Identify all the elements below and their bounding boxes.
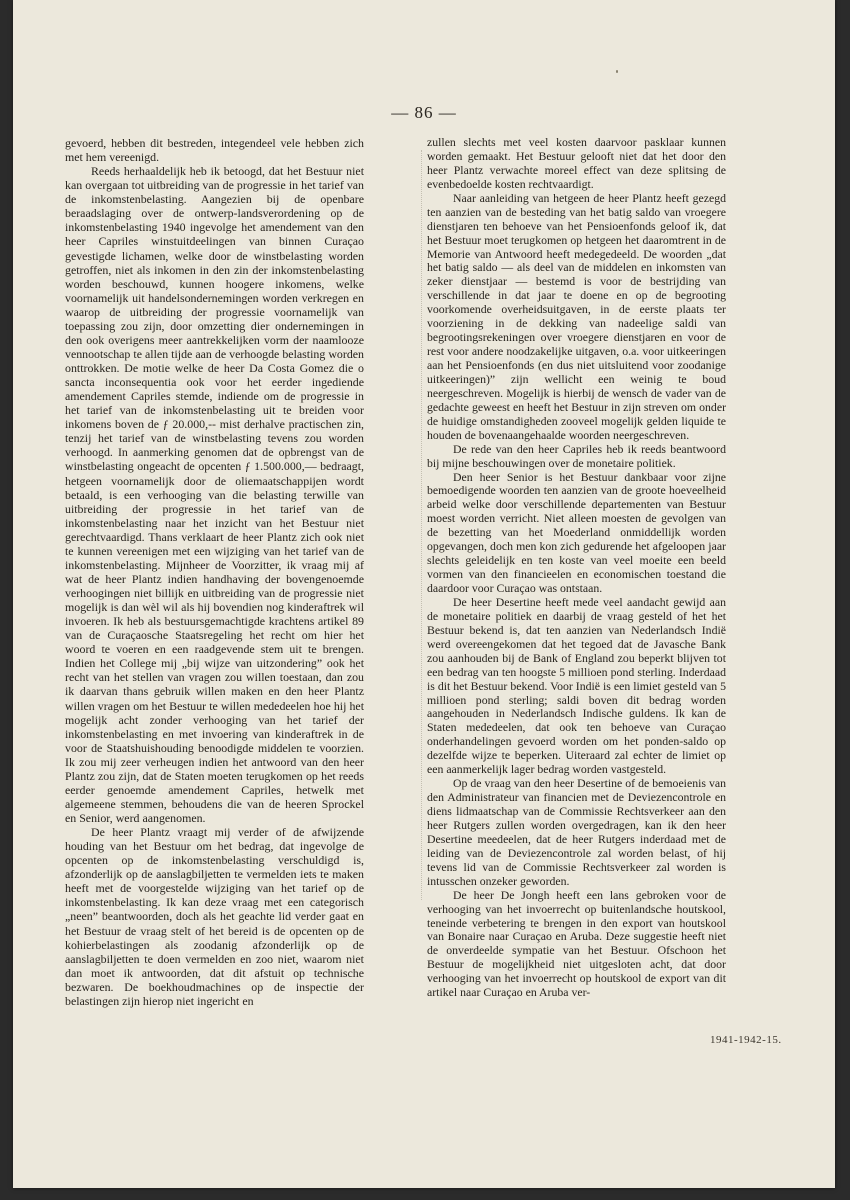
paragraph: De heer Desertine heeft mede veel aandacht gewijd aan de monetaire politiek en daarbij de vraag gesteld of het het Bestuur bekend is, dat ten aanzien van Nederlandsch Indië werd overeengekomen dat het tegoed dat de Javasche Bank zou aanhouden bij de Bank of England zou beperkt blijven tot een bedrag van ten hoogste 5 millioen pond sterling. Inderdaad is dit het Bestuur bekend. Voor Indië is een limiet gesteld van 5 millioen pond sterling; saldi boven dit bedrag worden aangehouden in Nederlandsch Indische guldens. Ik kan de Staten mededeelen, dat ook ten behoeve van Curaçao onderhandelingen gevoerd worden om het ponden-saldo op dezelfde wijze te beperken. Uiteraard zal echter de limiet op een aanmerkelijk lager bedrag worden vastgesteld. (427, 594, 726, 777)
text-column-left (65, 136, 364, 1008)
paragraph: gevoerd, hebben dit bestreden, integendeel vele hebben zich met hem vereenigd. (65, 136, 364, 165)
paragraph: De heer Plantz vraagt mij verder of de afwijzende houding van het Bestuur om het bedrag, dat ingevolge de opcenten op de inkomstenbelasting verschuldigd is, afzonderlijk op de aanslagbiljetten te vermelden iets te maken heeft met de voorgestelde wijziging van het tarief op de inkomstenbelasting. Ik kan deze vraag met een categorisch „neen” beantwoorden, doch als het geachte lid verder gaat en het Bestuur de vraag stelt of het bereid is de opcenten op de kohierbelastingen als zoodanig afzonderlijk op de aanslagbiljetten te doen vermelden en zoo niet, waarom niet dan moet ik antwoorden, dat dit afstuit op technische bezwaren. De boekhoudmachines op de inspectie der belastingen zijn hierop niet ingericht en (65, 825, 364, 1008)
column-divider (421, 150, 422, 900)
footer-code: 1941-1942-15. (710, 1034, 782, 1046)
paragraph: zullen slechts met veel kosten daarvoor pasklaar kunnen worden gemaakt. Het Bestuur gelooft niet dat het door den heer Plantz verwachte moreel effect van deze splitsing de evenbedoelde kosten rechtvaardigt. (427, 135, 726, 191)
paragraph: De heer De Jongh heeft een lans gebroken voor de verhooging van het invoerrecht op buitenlandsche houtskool, teneinde verbetering te brengen in den export van houtskool van Bonaire naar Curaçao en Aruba. Deze suggestie heeft niet de onverdeelde sympatie van het Bestuur. Ofschoon het Bestuur de mogelijkheid niet uitgesloten acht, dat door verhooging van het invoerrecht op houtskool de export van dit artikel naar Curaçao en Aruba ver- (427, 887, 726, 1000)
paragraph: De rede van den heer Capriles heb ik reeds beantwoord bij mijne beschouwingen over de monetaire politiek. (427, 441, 726, 470)
page-number: — 86 — (391, 103, 457, 122)
paragraph: Naar aanleiding van hetgeen de heer Plantz heeft gezegd ten aanzien van de besteding van het batig saldo van vroegere dienstjaren ten behoeve van het Pensioenfonds geloof ik, dat het Bestuur moet terugkomen op hetgeen het daaromtrent in de Memorie van Antwoord heeft medegedeeld. De woorden „dat het batig saldo — als deel van de middelen en inkomsten van zeker dienstjaar — bestemd is voor de bestrijding van verschillende in dat jaar te doene en op de begrooting voorkomende overheidsuitgaven, in de eerste plaats ter voorziening in de dekking van nadeelige saldi van begrootingsrekeningen over vroegere dienstjaren en voor de rest voor andere noodzakelijke uitgaven, o.a. voor uitkeeringen aan het Pensioenfonds (en dus niet uitsluitend voor zoodanige uitkeeringen)” zijn wellicht een weinig te boud neergeschreven. Mogelijk is hierbij de wensch de vader van de gedachte geweest en heeft het Bestuur in zijn streven om onder de huidige omstandigheden zooveel mogelijk gelden liquide te houden de bovenaangehaalde woorden neergeschreven. (427, 190, 726, 442)
paragraph: Op de vraag van den heer Desertine of de bemoeienis van den Administrateur van financien met de Deviezencontrole en diens lidmaatschap van de Commissie Rechtsverkeer aan den heer Rutgers zullen worden overgedragen, kan ik den heer Desertine meedeelen, dat de heer Rutgers inderdaad met de leiding van de Deviezencontrole zal worden belast, of hij tevens lid van de Commissie Rechtsverkeer zal worden is intusschen onzeker geworden. (427, 776, 726, 888)
document-page (13, 0, 835, 1188)
scan-speck (616, 70, 618, 73)
paragraph: Den heer Senior is het Bestuur dankbaar voor zijne bemoedigende woorden ten aanzien van de groote hoeveelheid arbeid welke door verschillende departementen van Bestuur moest worden verricht. Niet alleen moesten de gevolgen van de bezetting van het Moederland onmiddellijk worden opgevangen, doch men kon zich gedurende het afgeloopen jaar slechts geleidelijk en ten koste van veel moeite een beeld vormen van den financieelen en economischen toestand die daardoor voor Curaçao was ontstaan. (427, 469, 726, 595)
text-column-right (427, 136, 726, 1000)
paragraph: Reeds herhaaldelijk heb ik betoogd, dat het Bestuur niet kan overgaan tot uitbreiding van de progressie in het tarief van de inkomstenbelasting. Aangezien bij de openbare beraadslaging over de ontwerp-landsverordening op de inkomstenbelasting 1940 ingevolge het amendement van den heer Capriles winstuitdeelingen van binnen Curaçao gevestigde lichamen, welke door de winstbelasting worden getroffen, niet als inkomen in den zin der inkomstenbelasting worden beschouwd, kunnen hoogere inkomens, welke voornamelijk uit handelsondernemingen worden verkregen en waarop de uitbreiding der progressie voornamelijk van toepassing zou zijn, door omzetting dier ondernemingen in den ook overigens meer aantrekkelijken vorm der naamlooze vennootschap te allen tijde aan de verhoogde belasting worden onttrokken. De motie welke de heer Da Costa Gomez die o sancta inconsequentia ook voor het eerder ingediende amendement Capriles stemde, indiende om de progressie in het tarief van de inkomstenbelasting uit te breiden voor inkomens boven de ƒ 20.000,-- mist derhalve practischen zin, tenzij het tarief van de winstbelasting tevens zou worden verhoogd. In aanmerking genomen dat de opbrengst van de winstbelasting ongeacht de opcenten ƒ 1.500.000,— bedraagt, hetgeen voornamelijk door de oliemaatschappijen wordt betaald, is een verhooging van die belasting terwille van uitbreiding der progressie in het tarief van de inkomstenbelasting naar het inzicht van het Bestuur niet gerechtvaardigd. Thans verklaart de heer Plantz zich ook niet te kunnen vereenigen met een wijziging van het tarief van de inkomstenbelasting. Mijnheer de Voorzitter, ik vraag mij af wat de heer Plantz indien handhaving der bovengenoemde verhoogingen niet billijk en uitbreiding van de progressie niet mogelijk is dan wèl wil als hij bovendien nog kinderaftrek wil invoeren. Ik heb als bestuursgemachtigde krachtens artikel 89 van de Curaçaosche Staatsregeling het recht om hier het woord te voeren en een raadgevende stem uit te brengen. Indien het College mij „bij wijze van uitzondering” ook het recht van het stellen van vragen zou willen toestaan, dan zou ik daarvan thans gebruik willen maken en den heer Plantz willen vragen om het Bestuur te willen mededeelen hoe hij het mogelijk acht zonder verhooging van het tarief der inkomstenbelasting en met invoering van kinderaftrek in de voor de Staatshuishouding benoodigde middelen te voorzien. Ik zou mij zeer verheugen indien het antwoord van den heer Plantz zou zijn, dat de Staten moeten terugkomen op het reeds eerder genoemde amendement Capriles, hetwelk met algemeene stemmen, behoudens die van de heeren Sprockel en Senior, werd aangenomen. (65, 164, 364, 825)
